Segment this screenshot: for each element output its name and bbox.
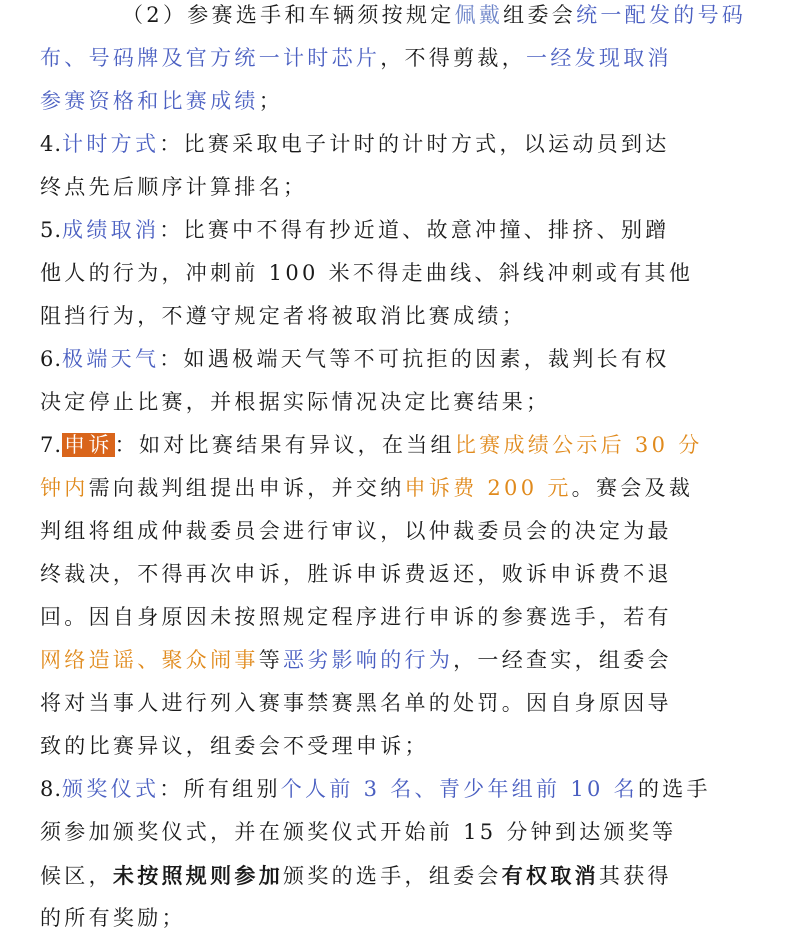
item-number: 5. [40,218,63,242]
text-run: 致的比赛异议，组委会不受理申诉； [40,734,429,758]
item-number: 4. [40,132,63,156]
item-number: 8. [40,777,63,801]
item5-line-3 [40,295,772,338]
text-run: 他人的行为，冲刺前 100 米不得走曲线、斜线冲刺或有其他 [40,261,694,285]
item8-line-1 [40,768,772,811]
text-run: ：如对比赛结果有异议，在当组 [114,433,455,457]
highlight-text: 佩戴 [454,3,504,27]
text-run: ，一经查实，组委会 [453,648,672,672]
bold-text: 有权取消 [501,863,599,888]
text-run: 终裁决，不得再次申诉，胜诉申诉费返还，败诉申诉费不退 [40,562,672,586]
item7-line-2 [40,467,772,510]
item-label: 极端天气 [62,347,160,371]
para2-line-3 [40,80,772,123]
item-number: 7. [40,433,63,457]
item7-line-8 [40,725,772,768]
item4-line-1 [40,123,772,166]
item7-line-5 [40,596,772,639]
text-run: 等 [258,648,284,672]
text-run: 颁奖的选手，组委会 [283,864,502,888]
item-label: 成绩取消 [62,218,160,242]
text-run: 须参加颁奖仪式，并在颁奖仪式开始前 15 分钟到达颁奖等 [40,820,677,844]
highlight-text: 网络造谣、聚众闹事 [40,648,259,672]
highlight-text: 比赛成绩公示后 30 分 [454,433,703,457]
text-run: 。赛会及裁 [571,476,694,500]
text-run: 需向裁判组提出申诉，并交纳 [88,476,405,500]
highlight-text: 申诉费 200 元 [404,476,572,500]
item7-line-6 [40,639,772,682]
item7-line-1 [40,424,772,467]
item7-line-3 [40,510,772,553]
item-number: 6. [40,347,63,371]
text-run: 将对当事人进行列入赛事禁赛黑名单的处罚。因自身原因导 [40,691,672,715]
item7-line-4 [40,553,772,596]
item-label: 颁奖仪式 [62,777,160,801]
text-run: ：比赛中不得有抄近道、故意冲撞、排挤、别蹭 [159,218,670,242]
item5-line-2 [40,252,772,295]
text-run: ：比赛采取电子计时的计时方式，以运动员到达 [159,132,670,156]
para2-line-2 [40,37,772,80]
highlight-text: 参赛资格和比赛成绩 [40,89,259,113]
text-run: ：所有组别 [159,777,281,801]
highlighted-label: 申诉 [64,433,113,457]
item8-line-4 [40,897,772,940]
item4-line-2 [40,166,772,209]
highlight-text: 钟内 [40,476,89,500]
text-run: 的选手 [637,777,711,801]
item7-line-7 [40,682,772,725]
text-run: ； [258,89,284,113]
text-run: 的所有奖励； [40,906,186,930]
text-run: 判组将组成仲裁委员会进行审议，以仲裁委员会的决定为最 [40,519,672,543]
text-run: ：如遇极端天气等不可抗拒的因素，裁判长有权 [159,347,670,371]
text-run: 组委会 [503,3,577,27]
text-run: 决定停止比赛，并根据实际情况决定比赛结果； [40,390,551,414]
bold-text: 未按照规则参加 [112,863,284,888]
text-run: ，不得剪裁， [380,46,527,70]
text-run: 阻挡行为，不遵守规定者将被取消比赛成绩； [40,304,526,328]
highlight-text: 个人前 3 名、青少年组前 10 名 [280,777,638,801]
highlight-text: 布、号码牌及官方统一计时芯片 [40,46,381,70]
highlight-text: 恶劣影响的行为 [283,648,454,672]
item-label: 计时方式 [62,132,160,156]
text-run: 候区， [40,864,113,888]
item8-line-2 [40,811,772,854]
text-run: 回。因自身原因未按照规定程序进行申诉的参赛选手，若有 [40,605,672,629]
item5-line-1 [40,209,772,252]
highlight-text: 一经发现取消 [526,46,672,70]
text-run: 终点先后顺序计算排名； [40,175,308,199]
text-run: （2）参赛选手和车辆须按规定 [122,3,455,27]
item8-line-3 [40,854,772,897]
para2-line-1 [122,0,772,37]
item6-line-1 [40,338,772,381]
text-run: 其获得 [598,864,672,888]
item6-line-2 [40,381,772,424]
highlight-text: 统一配发的号码 [576,3,747,27]
